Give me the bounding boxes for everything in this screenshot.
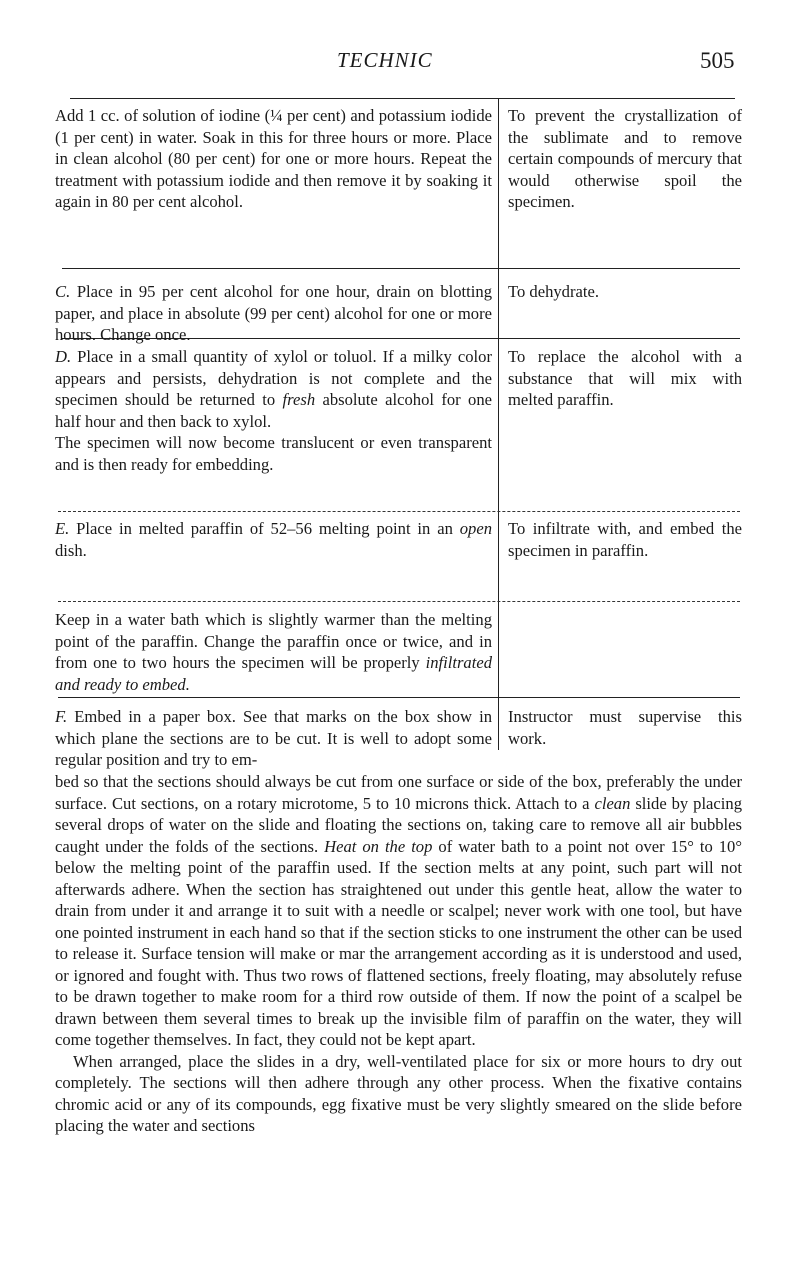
row-rule bbox=[62, 268, 740, 269]
table-row-d-purpose: To replace the alcohol with a substance that will mix with melted paraffin. bbox=[508, 347, 742, 409]
table-row-f-purpose: Instructor must supervise this work. bbox=[508, 707, 742, 748]
body-text bbox=[55, 771, 742, 1137]
page-header bbox=[0, 48, 800, 88]
table-row-e2-step: Keep in a water bath which is slightly warmer than the melting point of the paraffin. Change the paraffin once or twice, and in from one to two hours the specimen will be properly infiltrated and ready to embed. bbox=[55, 610, 492, 694]
table-row-e-step: E. Place in melted paraffin of 52–56 melting point in an open dish. bbox=[55, 519, 492, 560]
running-title: TECHNIC bbox=[337, 48, 433, 72]
table-row-c-step: C. Place in 95 per cent alcohol for one hour, drain on blotting paper, and place in absolute (99 per cent) alcohol for one or more hours. Change once. bbox=[55, 282, 492, 344]
row-rule bbox=[58, 601, 740, 602]
column-divider bbox=[498, 98, 499, 750]
row-rule bbox=[58, 697, 740, 698]
step-letter: C. bbox=[55, 282, 71, 301]
step-letter: E. bbox=[55, 519, 70, 538]
paragraph: bed so that the sections should always be cut from one surface or side of the box, preferably the under surface. Cut sections, on a rotary microtome, 5 to 10 microns thick. Attach to a clean slide by placing several drops of water on the slide and floating the sections on, taking care to remove all air bubbles caught under the folds of the sections. Heat on the top of water bath to a point not over 15° to 10° below the melting point of the paraffin used. If the section melts at any point, such part will not afterwards adhere. When the section has straightened out under this gentle heat, allow the water to drain from under it and arrange it to suit with a needle or scalpel; never work with one tool, but have one pointed instrument in each hand so that if the section sticks to one instrument the other can be used to release it. Surface tension will make or mar the arrangement according as it is understood and used, or ignored and fought with. Thus two rows of flattened sections, freely floating, may absolutely refuse to be drawn together to make room for a third row outside of them. If now the point of a scalpel be drawn between them several times to break up the invisible film of paraffin on the water, they will come together themselves. In fact, they could not be kept apart. bbox=[55, 772, 742, 1049]
table-top-rule bbox=[70, 98, 735, 99]
step-letter: F. bbox=[55, 707, 68, 726]
row-rule bbox=[58, 511, 740, 512]
table-row-c-purpose: To dehydrate. bbox=[508, 282, 599, 301]
table-row-1-step: Add 1 cc. of solution of iodine (¼ per cent) and potassium iodide (1 per cent) in water. Soak in this for three hours or more. Place in clean alcohol (80 per cent) for one or more hours. Repeat the treatment with potassium iodide and then remove it by soaking it again in 80 per cent alcohol. bbox=[55, 106, 492, 211]
table-row-f-step: F. Embed in a paper box. See that marks on the box show in which plane the sections are to be cut. It is well to adopt some regular position and try to em- bbox=[55, 707, 492, 769]
paragraph: When arranged, place the slides in a dry, well-ventilated place for six or more hours to dry out completely. The sections will then adhere through any other process. When the fixative contains chromic acid or any of its compounds, egg fixative must be very slightly smeared on the slide before placing the water and sections bbox=[55, 1051, 742, 1135]
table-row-d-step: D. Place in a small quantity of xylol or toluol. If a milky color appears and persists, dehydration is not complete and the specimen should be returned to fresh absolute alcohol for one half hour and then back to xylol. The specimen will now become translucent or even transparent and is then ready for embedding. bbox=[55, 347, 492, 474]
table-row-1-purpose: To prevent the crystallization of the sublimate and to remove certain compounds of mercury that would otherwise spoil the specimen. bbox=[508, 106, 742, 211]
table-row-e-purpose: To infiltrate with, and embed the specimen in paraffin. bbox=[508, 519, 742, 560]
page-number: 505 bbox=[700, 48, 735, 73]
step-letter: D. bbox=[55, 347, 72, 366]
